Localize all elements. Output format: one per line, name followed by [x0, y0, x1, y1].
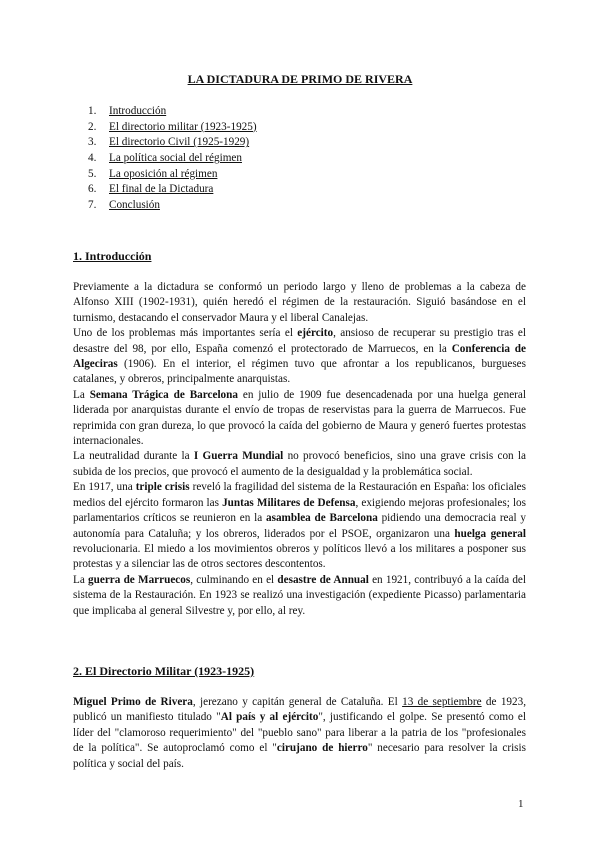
toc-number: 7.	[88, 199, 97, 212]
toc-item[interactable]	[88, 120, 257, 136]
toc-number: 4.	[88, 152, 97, 165]
page-number: 1	[518, 798, 524, 810]
toc-link-directorio-militar[interactable]: El directorio militar (1923-1925)	[109, 120, 257, 133]
section-heading-introduccion: 1. Introducción	[73, 249, 152, 263]
table-of-contents	[88, 104, 257, 214]
paragraph: La guerra de Marruecos, culminando en el desastre de Annual en 1921, contribuyó a la caída del sistema de la Restauración. En 1923 se realizó una investigación (expediente Picasso) parlamentaria que implicaba al general Silvestre y, por ello, al rey.	[73, 573, 526, 617]
toc-link-introduccion[interactable]: Introducción	[109, 105, 167, 117]
toc-item[interactable]	[88, 167, 257, 183]
paragraph: La Semana Trágica de Barcelona en julio de 1909 fue desencadenada por una huelga general liderada por anarquistas durante el envío de tropas de reservistas para la guerra de Marruecos. Fue reprimida con gran dureza, lo que provocó la caída del gobierno de Maura y generó fuertes protestas internacionales.	[73, 388, 526, 448]
toc-item[interactable]	[88, 135, 257, 151]
toc-item[interactable]	[88, 151, 257, 167]
paragraph: Uno de los problemas más importantes sería el ejército, ansioso de recuperar su prestigio tras el desastre del 98, por ello, España comenzó el protectorado de Marruecos, en la Conferencia de Algeciras (1906). En el interior, el régimen tuvo que afrontar a los republicanos, burgueses catalanes, y obreros, principalmente anarquistas.	[73, 327, 526, 386]
paragraph: En 1917, una triple crisis reveló la fragilidad del sistema de la Restauración en España: los oficiales medios del ejército formaron las Juntas Militares de Defensa, exigiendo mejoras profesionales; los parlamentarios críticos se reunieron en la asamblea de Barcelona pidiendo una democracia real y autonomía para Cataluña; y los obreros, liderados por el PSOE, organizaron una huelga general revolucionaria. El miedo a los movimientos obreros y políticos llevó a los militares a posponer sus protestas y a silenciar las de otros sectores descontentos.	[73, 481, 527, 571]
section-heading-directorio-militar: 2. El Directorio Militar (1923-1925)	[73, 664, 255, 678]
section-body-directorio-militar	[73, 695, 526, 772]
toc-link-conclusion[interactable]: Conclusión	[109, 199, 160, 212]
toc-link-final-dictadura[interactable]: El final de la Dictadura	[109, 183, 214, 196]
paragraph: La neutralidad durante la I Guerra Mundial no provocó beneficios, sino una grave crisis con la subida de los precios, que provocó el aumento de la desigualdad y la problemática social.	[73, 450, 527, 478]
toc-number: 2.	[88, 120, 97, 133]
paragraph: Miguel Primo de Rivera, jerezano y capitán general de Cataluña. El 13 de septiembre de 1923, publicó un manifiesto titulado "Al país y al ejército", justificando el golpe. Se presentó como el líder del "clamoroso requerimiento" del "pueblo sano" para liberar a la patria de los "profesionales de la política". Se autoproclamó como el "cirujano de hierro" necesario para resolver la crisis política y social del país.	[73, 696, 526, 770]
toc-item[interactable]	[88, 104, 257, 120]
toc-number: 5.	[88, 167, 97, 180]
toc-number: 1.	[88, 105, 97, 117]
paragraph: Previamente a la dictadura se conformó un periodo largo y lleno de problemas a la cabeza de Alfonso XIII (1902-1931), quién heredó el régimen de la restauración. Siguió basándose en el turnismo, destacando el conservador Maura y el liberal Canalejas.	[73, 281, 526, 324]
document-title: LA DICTADURA DE PRIMO DE RIVERA	[187, 72, 413, 86]
toc-number: 6.	[88, 183, 97, 196]
toc-number: 3.	[88, 136, 97, 149]
toc-link-oposicion[interactable]: La oposición al régimen	[109, 167, 218, 180]
toc-item[interactable]	[88, 182, 257, 198]
section-body-introduccion	[73, 280, 526, 619]
toc-link-politica-social[interactable]: La política social del régimen	[109, 152, 242, 165]
toc-link-directorio-civil[interactable]: El directorio Civil (1925-1929)	[109, 136, 250, 149]
toc-item[interactable]	[88, 198, 257, 214]
